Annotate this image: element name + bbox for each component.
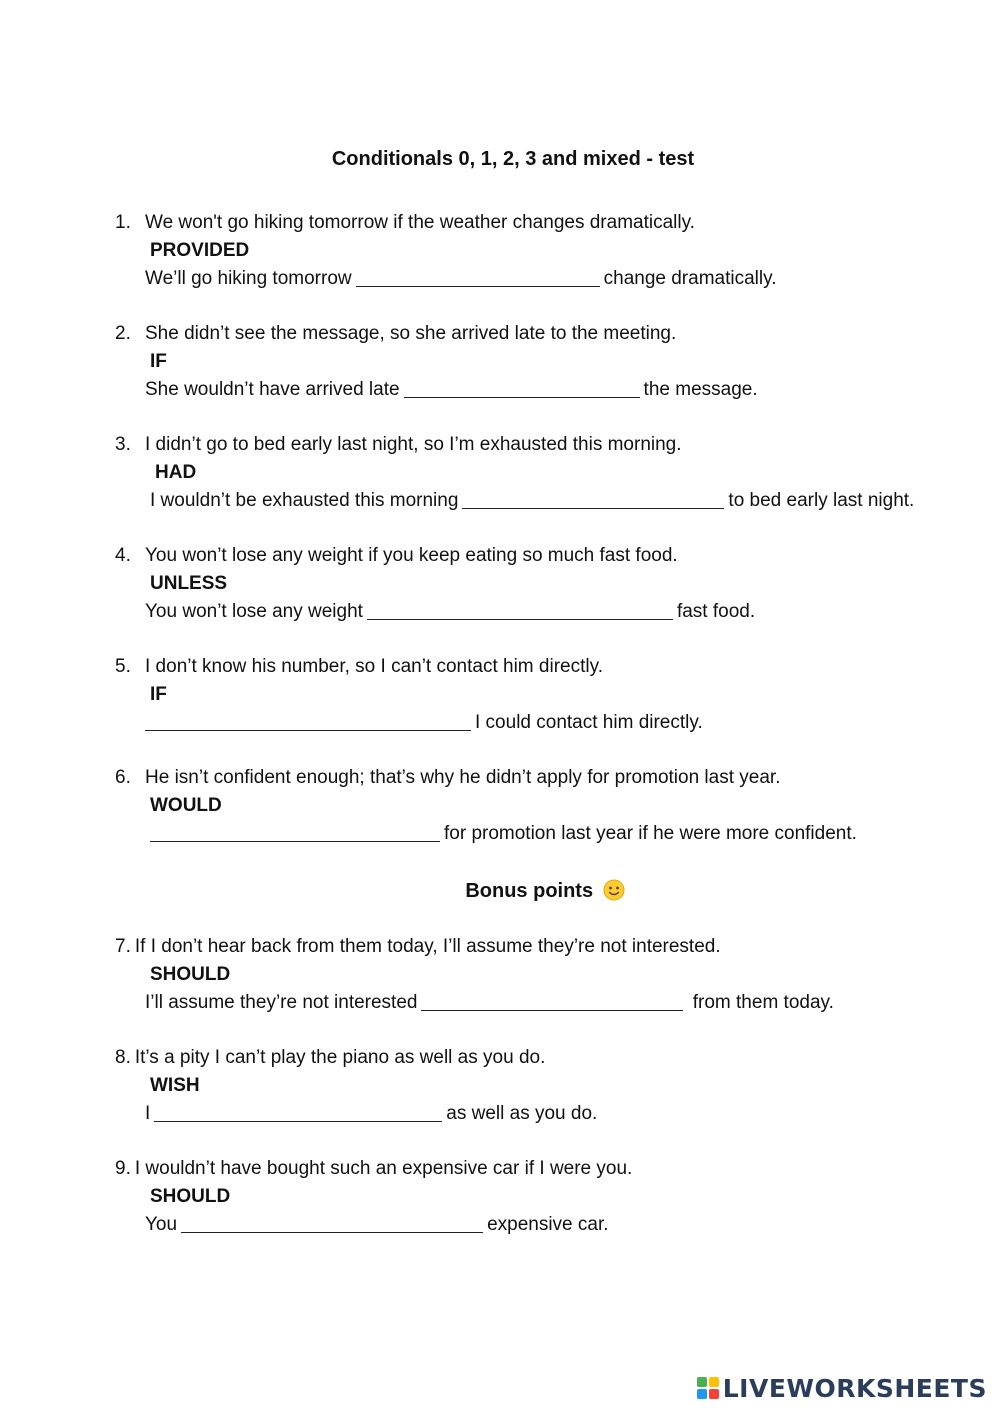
item-sentence: I didn’t go to bed early last night, so I’m exhausted this morning. (145, 434, 682, 455)
exercise-item-6 (115, 764, 857, 848)
answer-blank[interactable] (462, 490, 724, 509)
item-prompt-after: as well as you do. (446, 1103, 598, 1124)
item-keyword: UNLESS (150, 573, 228, 594)
logo-square (697, 1389, 707, 1399)
exercise-item-9 (115, 1155, 632, 1239)
item-number: 7. (115, 936, 131, 957)
item-number: 3. (115, 434, 131, 455)
exercise-item-1 (115, 209, 776, 293)
item-number: 8. (115, 1047, 131, 1068)
exercise-item-2 (115, 320, 758, 404)
item-number: 6. (115, 767, 131, 788)
item-prompt-after: the message. (643, 379, 758, 400)
item-prompt-after: expensive car. (487, 1214, 609, 1235)
item-prompt-before: You won’t lose any weight (145, 601, 363, 622)
item-prompt-before: She wouldn’t have arrived late (145, 379, 400, 400)
item-number: 1. (115, 212, 131, 233)
slightly-smiling-face-icon (603, 879, 625, 901)
item-sentence: It’s a pity I can’t play the piano as well as you do. (134, 1047, 546, 1068)
answer-blank[interactable] (181, 1214, 483, 1233)
liveworksheets-logo[interactable] (697, 1374, 987, 1402)
item-prompt-before: I (145, 1103, 151, 1124)
item-prompt-before: I wouldn’t be exhausted this morning (150, 490, 459, 511)
item-prompt-before: I’ll assume they’re not interested (145, 992, 418, 1013)
item-prompt-after: change dramatically. (603, 268, 777, 289)
item-number: 2. (115, 323, 131, 344)
item-number: 4. (115, 545, 131, 566)
item-sentence: I wouldn’t have bought such an expensive car if I were you. (134, 1158, 633, 1179)
item-prompt-before: You (145, 1214, 178, 1235)
item-keyword: HAD (155, 462, 197, 483)
answer-blank[interactable] (404, 379, 640, 398)
item-keyword: IF (150, 684, 167, 705)
item-number: 5. (115, 656, 131, 677)
answer-blank[interactable] (145, 712, 471, 731)
item-keyword: SHOULD (150, 1186, 231, 1207)
item-number: 9. (115, 1158, 131, 1179)
logo-square (709, 1377, 719, 1387)
logo-text: LIVEWORKSHEETS (722, 1373, 987, 1403)
item-prompt-after: for promotion last year if he were more confident. (444, 823, 857, 844)
answer-blank[interactable] (367, 601, 673, 620)
answer-blank[interactable] (421, 992, 683, 1011)
exercise-item-4 (115, 542, 755, 626)
answer-blank[interactable] (154, 1103, 442, 1122)
item-sentence: He isn’t confident enough; that’s why he didn’t apply for promotion last year. (145, 767, 781, 788)
item-prompt-after: to bed early last night. (728, 490, 915, 511)
logo-square (697, 1377, 707, 1387)
answer-blank[interactable] (356, 268, 600, 287)
exercise-item-8 (115, 1044, 597, 1128)
exercise-item-7 (115, 933, 834, 1017)
exercise-item-5 (115, 653, 703, 737)
item-prompt-after: fast food. (676, 601, 756, 622)
exercise-item-3 (115, 431, 914, 515)
bonus-heading (0, 879, 999, 903)
item-keyword: PROVIDED (150, 240, 250, 261)
answer-blank[interactable] (150, 823, 440, 842)
page-title: Conditionals 0, 1, 2, 3 and mixed - test (331, 148, 695, 170)
item-sentence: We won't go hiking tomorrow if the weather changes dramatically. (145, 212, 695, 233)
item-keyword: WISH (150, 1075, 200, 1096)
bonus-heading-text: Bonus points (465, 880, 594, 902)
logo-square (709, 1389, 719, 1399)
item-prompt-before: We’ll go hiking tomorrow (145, 268, 352, 289)
item-keyword: IF (150, 351, 167, 372)
logo-mark-icon (697, 1377, 719, 1399)
item-keyword: WOULD (150, 795, 222, 816)
item-sentence: I don’t know his number, so I can’t contact him directly. (145, 656, 603, 677)
item-sentence: You won’t lose any weight if you keep eating so much fast food. (145, 545, 678, 566)
item-prompt-after: from them today. (692, 992, 834, 1013)
item-prompt-after: I could contact him directly. (475, 712, 703, 733)
item-sentence: She didn’t see the message, so she arrived late to the meeting. (145, 323, 677, 344)
item-sentence: If I don’t hear back from them today, I’ll assume they’re not interested. (134, 936, 721, 957)
item-keyword: SHOULD (150, 964, 231, 985)
